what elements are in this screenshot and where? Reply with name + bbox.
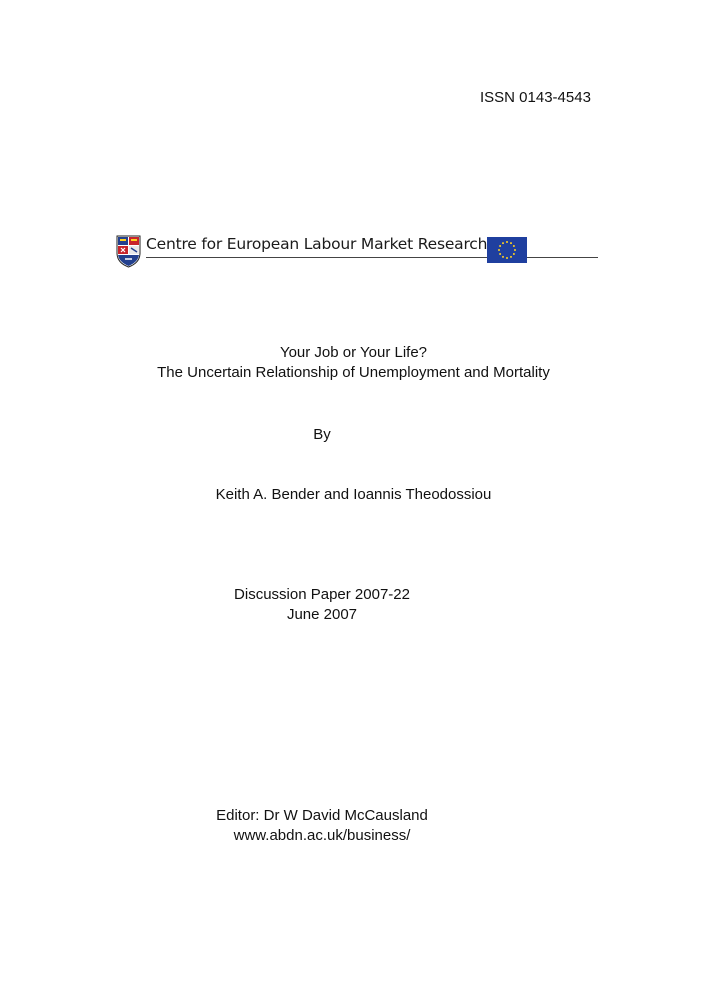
editor-name: Editor: Dr W David McCausland (216, 807, 428, 824)
celmr-logo (116, 232, 528, 268)
discussion-paper-number: Discussion Paper 2007-22 (234, 586, 410, 603)
paper-info (0, 585, 644, 625)
university-crest-icon (116, 235, 141, 268)
issn-number: ISSN 0143-4543 (480, 89, 591, 106)
publication-date: June 2007 (286, 606, 358, 623)
logo-text: Centre for European Labour Market Research (146, 235, 488, 253)
by-label: By (313, 426, 331, 443)
title-line-1: Your Job or Your Life? (279, 344, 428, 361)
editor-url: www.abdn.ac.uk/business/ (233, 827, 411, 844)
logo-underline (146, 257, 598, 258)
editor-info (0, 806, 644, 846)
title-line-2: The Uncertain Relationship of Unemployment and Mortality (157, 364, 550, 381)
authors: Keith A. Bender and Ioannis Theodossiou (215, 486, 492, 503)
paper-title (0, 343, 707, 383)
eu-flag-icon (487, 237, 527, 263)
